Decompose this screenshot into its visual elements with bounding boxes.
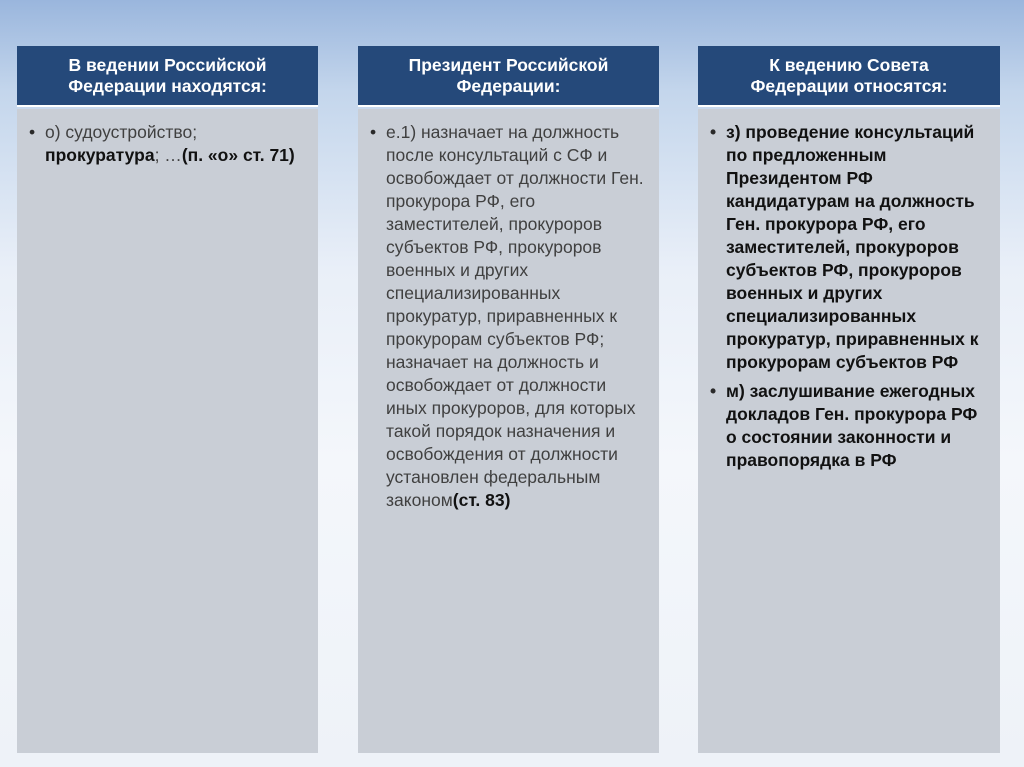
list-item: • з) проведение консультаций по предложенным Президентом РФ кандидатурам на должность Ген. прокурора РФ, его заместителей, прокуроров субъектов РФ, прокуроров военных и других специализированных прокуратур, приравненных к прокурорам субъектов РФ — [722, 121, 988, 374]
list-item: • е.1) назначает на должность после консультаций с СФ и освобождает от должности Ген. прокурора РФ, его заместителей, прокуроров субъектов РФ, прокуроров военных и других специализированных прокуратур, приравненных к прокурорам субъектов РФ; назначает на должность и освобождает от должности иных прокуроров, для которых такой порядок назначения и освобождения от должности установлен федеральным законом(ст. 83) — [382, 121, 647, 512]
column-federation-council — [698, 46, 1000, 753]
column-president — [358, 46, 659, 753]
column-header: Президент Российской Федерации: — [358, 46, 659, 107]
column-header: В ведении Российской Федерации находятся: — [17, 46, 318, 107]
list-item: • о) судоустройство; прокуратура; …(п. «о» ст. 71) — [41, 121, 306, 167]
column-body — [358, 109, 659, 753]
column-federation-jurisdiction — [17, 46, 318, 753]
column-header: К ведению Совета Федерации относятся: — [698, 46, 1000, 107]
column-body — [17, 109, 318, 753]
list-item: • м) заслушивание ежегодных докладов Ген. прокурора РФ о состоянии законности и правопорядка в РФ — [722, 380, 988, 472]
column-body — [698, 109, 1000, 753]
